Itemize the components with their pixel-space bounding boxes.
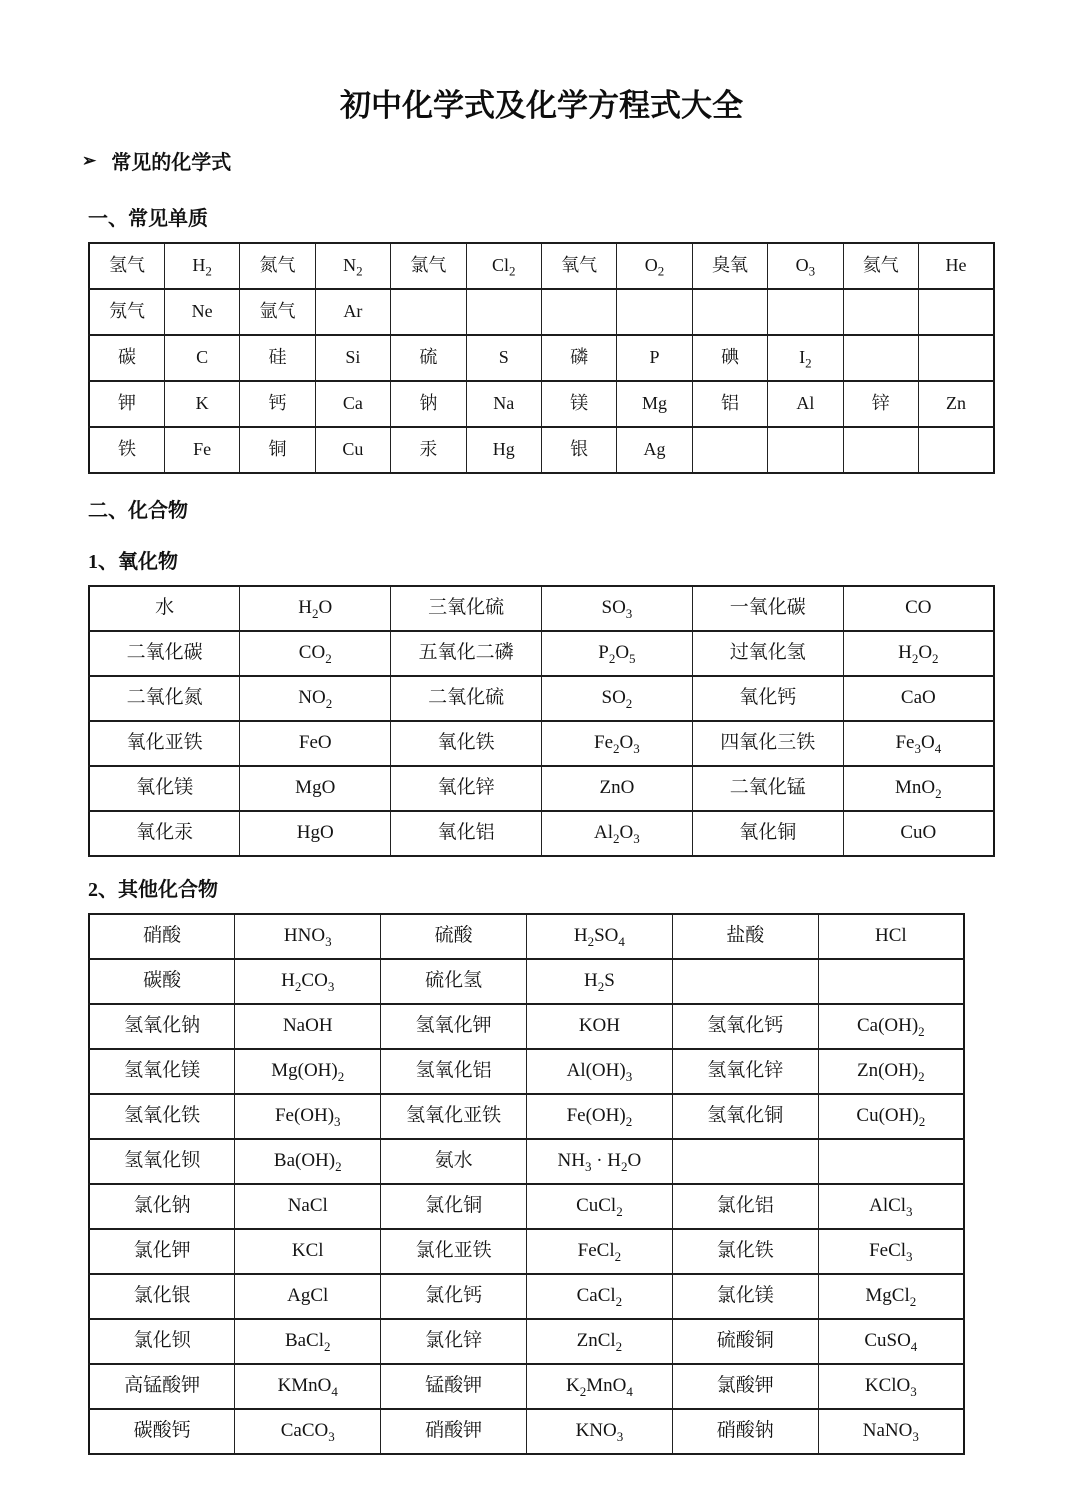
formula-cell: P: [617, 335, 692, 381]
formula-cell: C: [164, 335, 239, 381]
substance-name-cell: 一氧化碳: [692, 586, 843, 631]
substance-name-cell: 氢氧化铁: [89, 1094, 235, 1139]
substance-name-cell: 氧气: [541, 243, 616, 289]
substance-name-cell: 铁: [89, 427, 164, 473]
formula-cell: $H_2S$: [526, 959, 672, 1004]
substance-name-cell: 二氧化碳: [89, 631, 240, 676]
formula-cell: KOH: [526, 1004, 672, 1049]
formula-cell: [617, 289, 692, 335]
substance-name-cell: 高锰酸钾: [89, 1364, 235, 1409]
formula-cell: $Cl_2$: [466, 243, 541, 289]
substance-name-cell: 硫酸: [381, 914, 527, 959]
formula-cell: FeO: [240, 721, 391, 766]
arrow-bullet-icon: ➢: [82, 150, 97, 170]
formula-cell: MnO$_2$: [843, 766, 994, 811]
substance-name-cell: 氢氧化锌: [672, 1049, 818, 1094]
formula-cell: KMnO$_4$: [235, 1364, 381, 1409]
formula-cell: $P_2O_5$: [541, 631, 692, 676]
bullet-line: [82, 146, 995, 175]
formula-cell: $Fe_2O_3$: [541, 721, 692, 766]
substance-name-cell: 镁: [541, 381, 616, 427]
substance-name-cell: 氢氧化钠: [89, 1004, 235, 1049]
substance-name-cell: 氢气: [89, 243, 164, 289]
formula-cell: CO: [843, 586, 994, 631]
formula-cell: $Fe(OH)_2$: [526, 1094, 672, 1139]
formula-cell: BaCl$_2$: [235, 1319, 381, 1364]
formula-cell: Al: [768, 381, 843, 427]
substance-name-cell: 氯化铁: [672, 1229, 818, 1274]
formula-cell: $H_2O$: [240, 586, 391, 631]
substance-name-cell: 汞: [391, 427, 466, 473]
heading-oxides: 1、氧化物: [88, 550, 178, 573]
table-row: [89, 766, 994, 811]
substance-name-cell: [843, 335, 918, 381]
substance-name-cell: 铝: [692, 381, 767, 427]
substance-name-cell: 氯化镁: [672, 1274, 818, 1319]
substance-name-cell: 臭氧: [692, 243, 767, 289]
substance-name-cell: [391, 289, 466, 335]
table-row: [89, 676, 994, 721]
substance-name-cell: 氧化铜: [692, 811, 843, 856]
formula-cell: [768, 427, 843, 473]
formula-cell: $Al_2O_3$: [541, 811, 692, 856]
heading-elements: 一、常见单质: [88, 207, 208, 230]
table-row: [89, 586, 994, 631]
substance-name-cell: 二氧化硫: [391, 676, 542, 721]
substance-name-cell: 氧化铝: [391, 811, 542, 856]
substance-name-cell: [843, 289, 918, 335]
substance-name-cell: 三氧化硫: [391, 586, 542, 631]
formula-cell: $Ba(OH)_2$: [235, 1139, 381, 1184]
formula-cell: $KNO_3$: [526, 1409, 672, 1454]
formula-cell: NaCl: [235, 1184, 381, 1229]
formula-cell: $NO_2$: [240, 676, 391, 721]
substance-name-cell: 氩气: [240, 289, 315, 335]
substance-name-cell: 氯化银: [89, 1274, 235, 1319]
formula-cell: CaCl$_2$: [526, 1274, 672, 1319]
substance-name-cell: [843, 427, 918, 473]
formula-cell: $H_2CO_3$: [235, 959, 381, 1004]
formula-cell: Hg: [466, 427, 541, 473]
formula-cell: $NH_3 \cdot H_2O$: [526, 1139, 672, 1184]
formula-cell: [818, 959, 964, 1004]
substance-name-cell: 过氧化氢: [692, 631, 843, 676]
formula-cell: $Cu(OH)_2$: [818, 1094, 964, 1139]
formula-cell: MgO: [240, 766, 391, 811]
substance-name-cell: 磷: [541, 335, 616, 381]
formula-cell: [918, 335, 994, 381]
substance-name-cell: 硝酸钠: [672, 1409, 818, 1454]
formula-cell: $N_2$: [315, 243, 390, 289]
table-row: [89, 289, 994, 335]
formula-cell: S: [466, 335, 541, 381]
formula-cell: Ca: [315, 381, 390, 427]
substance-name-cell: [692, 427, 767, 473]
table-row: [89, 1004, 964, 1049]
substance-name-cell: 氯化钾: [89, 1229, 235, 1274]
substance-name-cell: 氢氧化铝: [381, 1049, 527, 1094]
formula-cell: KCl: [235, 1229, 381, 1274]
formula-cell: CaCO$_3$: [235, 1409, 381, 1454]
formula-cell: $CO_2$: [240, 631, 391, 676]
formula-cell: AgCl: [235, 1274, 381, 1319]
table-row: [89, 811, 994, 856]
substance-name-cell: 氢氧化镁: [89, 1049, 235, 1094]
substance-name-cell: [672, 1139, 818, 1184]
substance-name-cell: 氖气: [89, 289, 164, 335]
formula-cell: $Ca(OH)_2$: [818, 1004, 964, 1049]
table-row: [89, 335, 994, 381]
substance-name-cell: 氯酸钾: [672, 1364, 818, 1409]
substance-name-cell: 硫酸铜: [672, 1319, 818, 1364]
substance-name-cell: 氧化亚铁: [89, 721, 240, 766]
other-compounds-table: [88, 913, 965, 1455]
formula-cell: NaOH: [235, 1004, 381, 1049]
substance-name-cell: 银: [541, 427, 616, 473]
elements-table: [88, 242, 995, 474]
substance-name-cell: [541, 289, 616, 335]
formula-cell: $Fe_3O_4$: [843, 721, 994, 766]
substance-name-cell: 硝酸: [89, 914, 235, 959]
substance-name-cell: 碳: [89, 335, 164, 381]
table-row: [89, 1094, 964, 1139]
substance-name-cell: 氯化钙: [381, 1274, 527, 1319]
substance-name-cell: 钙: [240, 381, 315, 427]
substance-name-cell: 氢氧化亚铁: [381, 1094, 527, 1139]
formula-cell: [768, 289, 843, 335]
table-row: [89, 1229, 964, 1274]
formula-cell: ZnCl$_2$: [526, 1319, 672, 1364]
substance-name-cell: 盐酸: [672, 914, 818, 959]
formula-cell: $Fe(OH)_3$: [235, 1094, 381, 1139]
formula-cell: He: [918, 243, 994, 289]
formula-cell: $Mg(OH)_2$: [235, 1049, 381, 1094]
table-row: [89, 1139, 964, 1184]
substance-name-cell: 钠: [391, 381, 466, 427]
table-row: [89, 381, 994, 427]
substance-name-cell: 氧化锌: [391, 766, 542, 811]
substance-name-cell: 五氧化二磷: [391, 631, 542, 676]
table-row: [89, 1184, 964, 1229]
substance-name-cell: 氯化锌: [381, 1319, 527, 1364]
heading-compounds: 二、化合物: [88, 499, 188, 522]
substance-name-cell: 锌: [843, 381, 918, 427]
substance-name-cell: 氯化钠: [89, 1184, 235, 1229]
formula-cell: K: [164, 381, 239, 427]
heading-other-compounds: 2、其他化合物: [88, 878, 218, 901]
table-row: [89, 1364, 964, 1409]
table-row: [89, 721, 994, 766]
substance-name-cell: 氯化铝: [672, 1184, 818, 1229]
formula-cell: [818, 1139, 964, 1184]
substance-name-cell: 氦气: [843, 243, 918, 289]
table-row: [89, 914, 964, 959]
substance-name-cell: [672, 959, 818, 1004]
substance-name-cell: 氧化钙: [692, 676, 843, 721]
formula-cell: CuO: [843, 811, 994, 856]
table-row: [89, 1049, 964, 1094]
formula-cell: $O_3$: [768, 243, 843, 289]
formula-cell: NaNO$_3$: [818, 1409, 964, 1454]
formula-cell: $H_2SO_4$: [526, 914, 672, 959]
substance-name-cell: 氮气: [240, 243, 315, 289]
substance-name-cell: [692, 289, 767, 335]
substance-name-cell: 铜: [240, 427, 315, 473]
substance-name-cell: 硫: [391, 335, 466, 381]
formula-cell: Fe: [164, 427, 239, 473]
substance-name-cell: 碳酸: [89, 959, 235, 1004]
substance-name-cell: 氯化钡: [89, 1319, 235, 1364]
substance-name-cell: 硝酸钾: [381, 1409, 527, 1454]
table-row: [89, 959, 964, 1004]
formula-cell: Cu: [315, 427, 390, 473]
substance-name-cell: 二氧化氮: [89, 676, 240, 721]
substance-name-cell: 氢氧化钡: [89, 1139, 235, 1184]
formula-cell: $K_2MnO_4$: [526, 1364, 672, 1409]
formula-cell: $Zn(OH)_2$: [818, 1049, 964, 1094]
substance-name-cell: 氧化镁: [89, 766, 240, 811]
table-row: [89, 631, 994, 676]
substance-name-cell: 氯化铜: [381, 1184, 527, 1229]
formula-cell: KClO$_3$: [818, 1364, 964, 1409]
substance-name-cell: 氢氧化铜: [672, 1094, 818, 1139]
formula-cell: HgO: [240, 811, 391, 856]
formula-cell: CaO: [843, 676, 994, 721]
table-row: [89, 427, 994, 473]
formula-cell: HCl: [818, 914, 964, 959]
table-row: [89, 1274, 964, 1319]
substance-name-cell: 氯化亚铁: [381, 1229, 527, 1274]
substance-name-cell: 氯气: [391, 243, 466, 289]
formula-cell: $O_2$: [617, 243, 692, 289]
formula-cell: Mg: [617, 381, 692, 427]
substance-name-cell: 碘: [692, 335, 767, 381]
formula-cell: FeCl$_2$: [526, 1229, 672, 1274]
substance-name-cell: 氧化汞: [89, 811, 240, 856]
formula-cell: Si: [315, 335, 390, 381]
substance-name-cell: 氧化铁: [391, 721, 542, 766]
formula-cell: $H_2O_2$: [843, 631, 994, 676]
formula-cell: CuSO$_4$: [818, 1319, 964, 1364]
substance-name-cell: 锰酸钾: [381, 1364, 527, 1409]
substance-name-cell: 氨水: [381, 1139, 527, 1184]
formula-cell: Ag: [617, 427, 692, 473]
formula-cell: [466, 289, 541, 335]
formula-cell: Na: [466, 381, 541, 427]
formula-cell: $HNO_3$: [235, 914, 381, 959]
substance-name-cell: 水: [89, 586, 240, 631]
formula-cell: Ne: [164, 289, 239, 335]
formula-cell: $SO_2$: [541, 676, 692, 721]
formula-cell: ZnO: [541, 766, 692, 811]
bullet-label: 常见的化学式: [111, 151, 232, 174]
formula-cell: $Al(OH)_3$: [526, 1049, 672, 1094]
formula-cell: MgCl$_2$: [818, 1274, 964, 1319]
oxides-table: [88, 585, 995, 857]
substance-name-cell: 钾: [89, 381, 164, 427]
substance-name-cell: 氢氧化钙: [672, 1004, 818, 1049]
formula-cell: Ar: [315, 289, 390, 335]
formula-cell: Zn: [918, 381, 994, 427]
formula-cell: AlCl$_3$: [818, 1184, 964, 1229]
formula-cell: [918, 427, 994, 473]
substance-name-cell: 二氧化锰: [692, 766, 843, 811]
formula-cell: [918, 289, 994, 335]
substance-name-cell: 氢氧化钾: [381, 1004, 527, 1049]
formula-cell: $H_2$: [164, 243, 239, 289]
substance-name-cell: 四氧化三铁: [692, 721, 843, 766]
formula-cell: CuCl$_2$: [526, 1184, 672, 1229]
formula-cell: $SO_3$: [541, 586, 692, 631]
formula-cell: $I_2$: [768, 335, 843, 381]
substance-name-cell: 硫化氢: [381, 959, 527, 1004]
formula-cell: FeCl$_3$: [818, 1229, 964, 1274]
table-row: [89, 243, 994, 289]
substance-name-cell: 硅: [240, 335, 315, 381]
table-row: [89, 1409, 964, 1454]
substance-name-cell: 碳酸钙: [89, 1409, 235, 1454]
table-row: [89, 1319, 964, 1364]
page-title: 初中化学式及化学方程式大全: [340, 88, 743, 123]
